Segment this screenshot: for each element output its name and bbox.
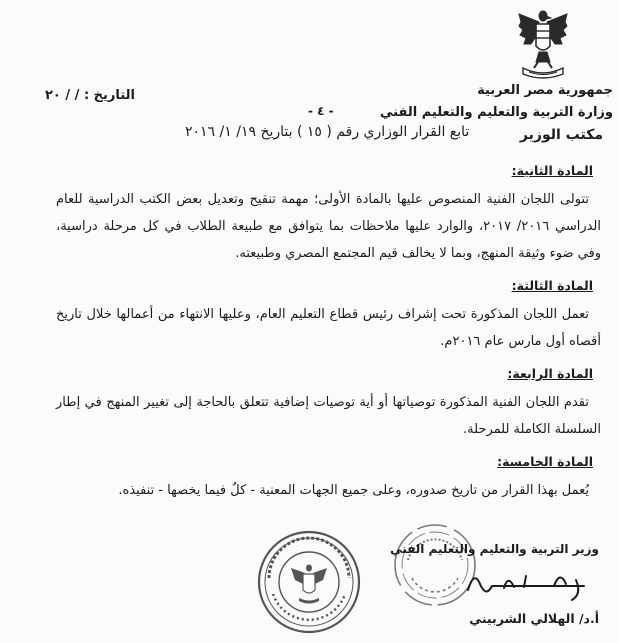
decree-subject-line: تابع القرار الوزاري رقم ( ١٥ ) بتاريخ ١٩/ ١/ ٢٠١٦: [185, 124, 470, 140]
official-seal-icon: [255, 528, 363, 636]
date-line: التاريخ : / / ٢٠: [45, 88, 135, 103]
page-number: - ٤ -: [308, 104, 334, 118]
decree-body: [56, 160, 601, 512]
article-title: المادة الخامسة:: [497, 454, 593, 469]
ministry-name: وزارة التربية والتعليم والتعليم الفني: [380, 105, 613, 120]
article-text: تتولى اللجان الفنية المنصوص عليها بالمادة الأولى؛ مهمة تنقيح وتعديل بعض الكتب الدراسية للعام الدراسي ٢٠١٦/ ٢٠١٧، والوارد عليها ملاحظات بما يتوافق مع طبيعة الطلاب في كل مرحلة دراسية، وفي ضوء وثيقة المنهج، وبما لا يخالف قيم المجتمع المصري وطبيعته.: [56, 192, 602, 261]
article-title: المادة الثالثة:: [511, 278, 593, 293]
article-text: تقدم اللجان الفنية المذكورة توصياتها أو أية توصيات إضافية تتعلق بالحاجة إلى تغيير المنهج في إطار السلسلة الكاملة للمرحلة.: [56, 395, 601, 437]
article-text: يُعمل بهذا القرار من تاريخ صدوره، وعلى جميع الجهات المعنية - كلٌ فيما يخصها - تنفيذه.: [118, 483, 589, 498]
republic-name: جمهورية مصر العربية: [477, 83, 613, 98]
article-title: المادة الرابعة:: [507, 366, 593, 381]
signatory-title: وزير التربية والتعليم والتعليم الفني: [390, 542, 599, 556]
article-title: المادة الثانية:: [511, 163, 593, 178]
handwritten-signature-icon: [464, 560, 594, 606]
article-text: تعمل اللجان المذكورة تحت إشراف رئيس قطاع التعليم العام، وعليها الانتهاء من أعمالها خلال تاريخ أقصاه أول مارس عام ٢٠١٦م.: [56, 307, 601, 349]
eagle-emblem-icon: [517, 8, 569, 80]
signatory-name: أ.د/ الهلالي الشربيني: [469, 611, 599, 626]
office-name: مكتب الوزير: [519, 127, 603, 143]
